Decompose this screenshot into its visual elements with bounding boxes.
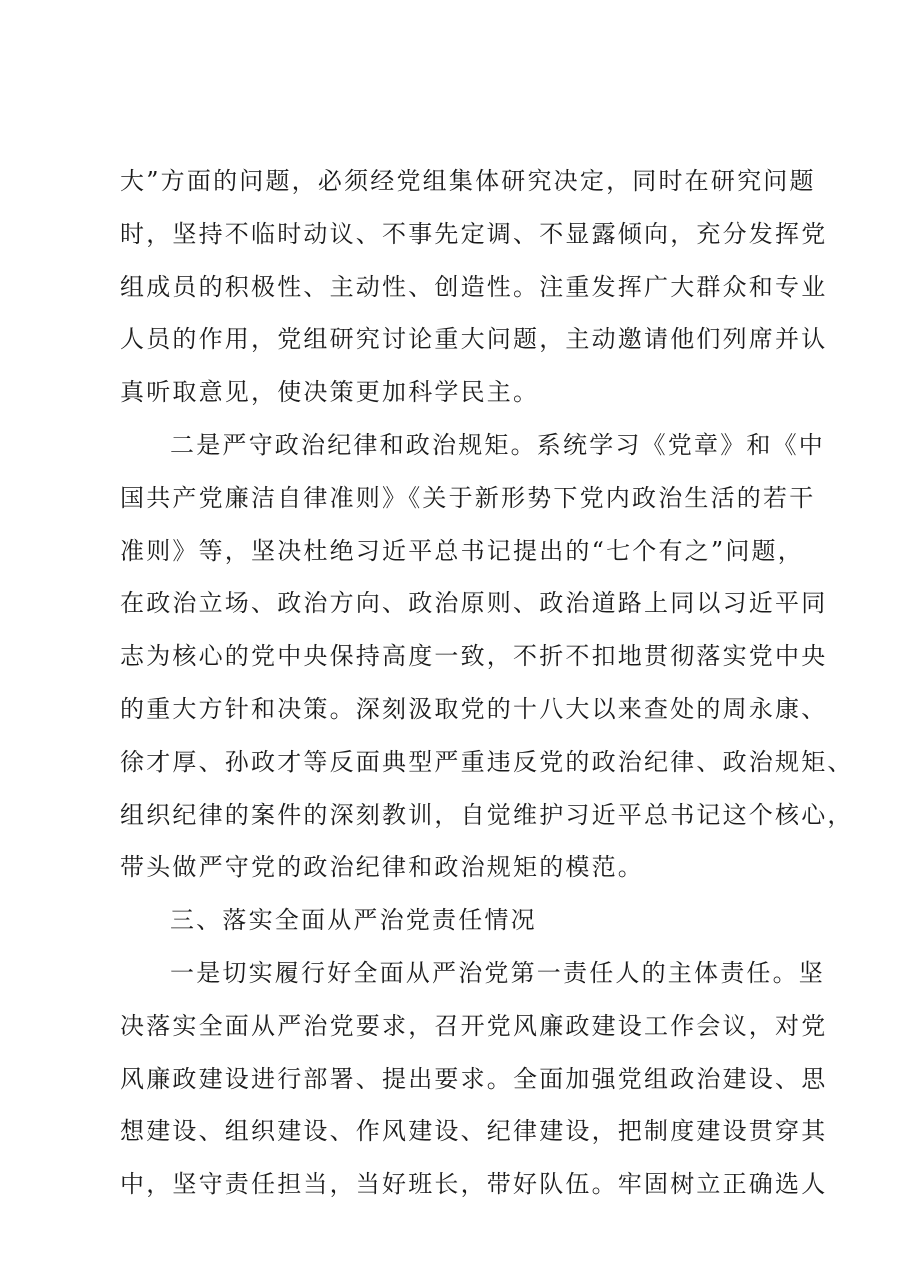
text-line: 组织纪律的案件的深刻教训，自觉维护习近平总书记这个核心， (120, 800, 854, 829)
text-line: 在政治立场、政治方向、政治原则、政治道路上同以习近平同 (120, 589, 828, 618)
text-line: 风廉政建设进行部署、提出要求。全面加强党组政治建设、思 (120, 1064, 828, 1093)
text-line: 决落实全面从严治党要求，召开党风廉政建设工作会议，对党 (120, 1011, 828, 1040)
text-line: 的重大方针和决策。深刻汲取党的十八大以来查处的周永康、 (120, 694, 828, 723)
text-line: 真听取意见，使决策更加科学民主。 (120, 378, 540, 407)
document-body (120, 155, 854, 1211)
text-line: 时，坚持不临时动议、不事先定调、不显露倾向，充分发挥党 (120, 219, 828, 248)
text-line: 大”方面的问题，必须经党组集体研究决定，同时在研究问题 (120, 167, 816, 195)
text-line: 组成员的积极性、主动性、创造性。注重发挥广大群众和专业 (120, 272, 828, 301)
text-line: 一是切实履行好全面从严治党第一责任人的主体责任。坚 (170, 958, 825, 987)
text-line: 想建设、组织建设、作风建设、纪律建设，把制度建设贯穿其 (120, 1117, 828, 1146)
text-line: 国共产党廉洁自律准则》《关于新形势下党内政治生活的若干 (120, 483, 816, 512)
text-line: 中，坚守责任担当，当好班长，带好队伍。牢固树立正确选人 (120, 1170, 828, 1199)
text-line: 三、落实全面从严治党责任情况 (170, 906, 537, 935)
text-line: 准则》等，坚决杜绝习近平总书记提出的“七个有之”问题， (120, 536, 804, 565)
text-line: 带头做严守党的政治纪律和政治规矩的模范。 (120, 853, 644, 882)
text-line: 志为核心的党中央保持高度一致，不折不扣地贯彻落实党中央 (120, 642, 828, 671)
text-line: 二是严守政治纪律和政治规矩。系统学习《党章》和《中 (170, 430, 825, 459)
text-line: 人员的作用，党组研究讨论重大问题，主动邀请他们列席并认 (120, 325, 828, 354)
text-line: 徐才厚、孙政才等反面典型严重违反党的政治纪律、政治规矩、 (120, 747, 854, 776)
